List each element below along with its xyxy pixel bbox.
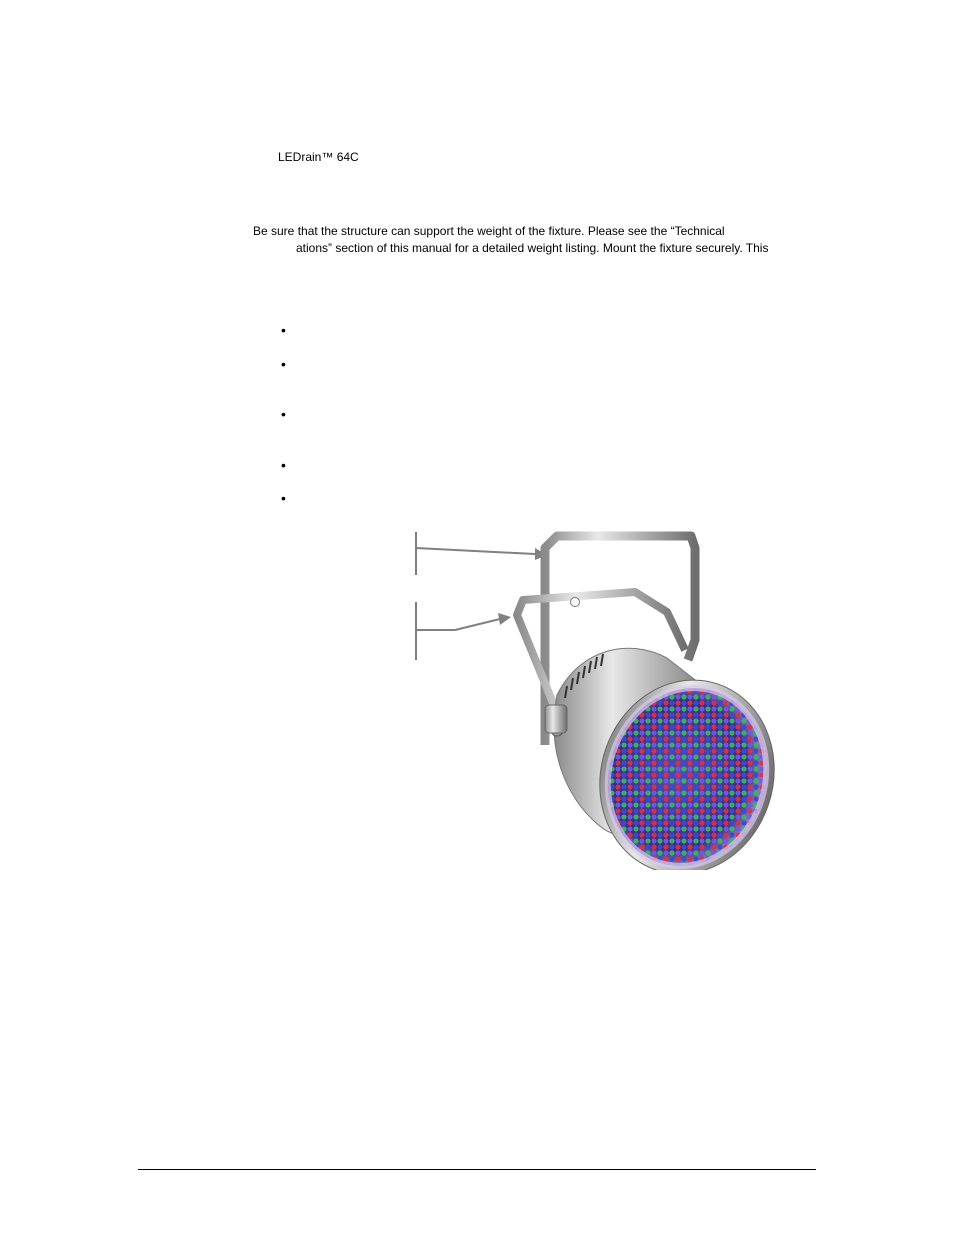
header-product-name: LEDrain™ 64C: [278, 150, 359, 164]
callout-yoke: [416, 532, 547, 575]
paragraph-line-1: Be sure that the structure can support the weight of the fixture. Please see the “Technical: [253, 224, 725, 238]
footer-rule: [138, 1169, 816, 1170]
callout-bracket: [416, 602, 511, 660]
bullet-item: [281, 360, 289, 368]
bullet-item: [281, 461, 289, 469]
paragraph-line-2: ations” section of this manual for a detailed weight listing. Mount the fixture securely. This: [296, 241, 769, 255]
mounting-hole-icon: [571, 598, 580, 607]
bullet-item: [281, 326, 289, 334]
bullet-item: [281, 410, 289, 418]
fixture-illustration: [405, 520, 785, 870]
bullet-item: [281, 494, 289, 502]
